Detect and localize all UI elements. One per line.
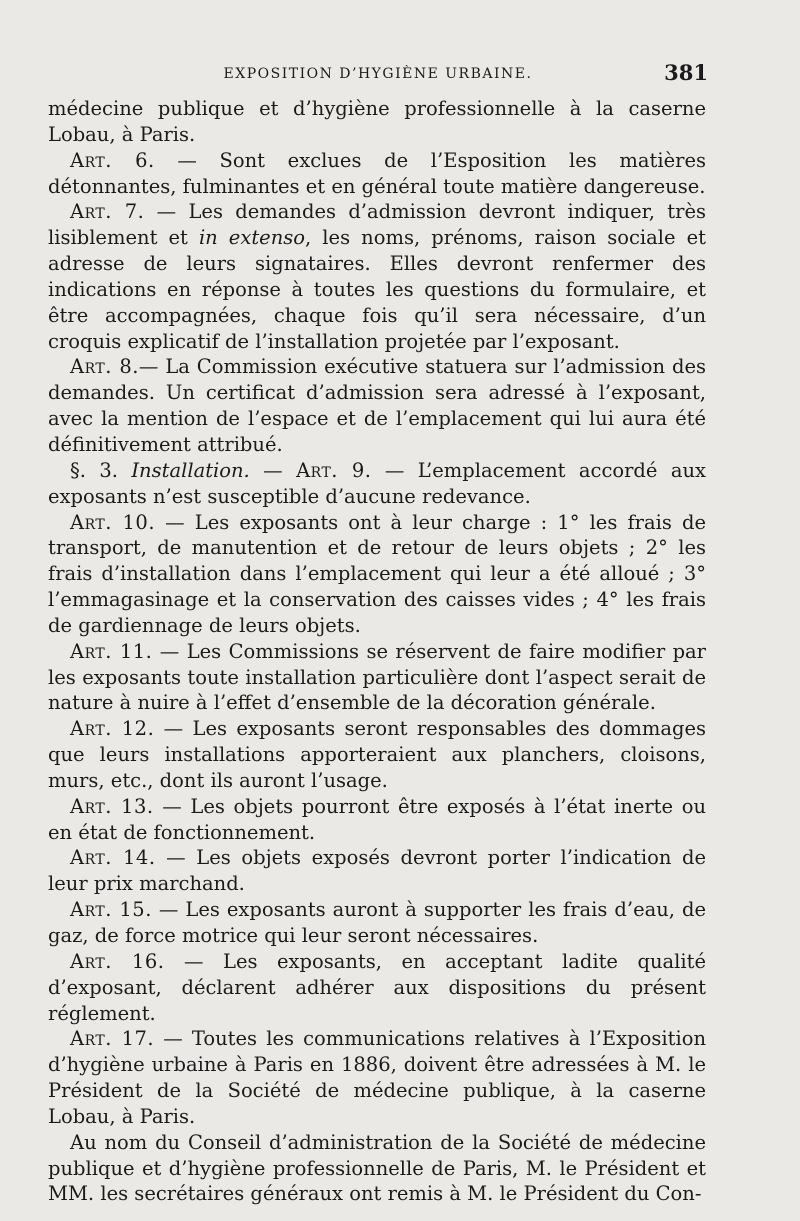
article-emphasis: in extenso — [198, 226, 306, 250]
article-13 — [48, 794, 706, 846]
body-text — [48, 96, 706, 1207]
section-separator: — — [249, 458, 297, 482]
article-text: — Les Commissions se réservent de faire modifier par les exposants toute installation particulière dont l’aspect serait de nature à nuire à l’effet d’ensemble de la décoration générale. — [48, 639, 707, 715]
article-text: — L’emplacement accordé aux exposants n’est susceptible d’aucune redevance. — [48, 458, 707, 508]
article-12 — [48, 716, 706, 794]
article-label: Art. 10. — [70, 510, 156, 534]
page-header — [48, 60, 708, 90]
article-text: — Les exposants auront à supporter les frais d’eau, de gaz, de force motrice qui leur seront nécessaires. — [48, 898, 707, 947]
article-7 — [48, 199, 706, 354]
article-text: — Les demandes d’admission devront indiquer, très lisiblement et — [48, 200, 707, 250]
article-label: Art. 8. — [70, 355, 139, 379]
article-label: Art. 15. — [70, 898, 152, 922]
article-label: Art. 11. — [70, 639, 153, 663]
section-number: §. 3. — [70, 458, 118, 482]
article-text: — Les exposants, en acceptant ladite qualité d’exposant, déclarent adhérer aux dispositions du présent réglement. — [48, 949, 706, 1025]
article-text: — Sont exclues de l’Esposition les matières détonnantes, fulminantes et en général toute matière dangereuse. — [48, 148, 707, 198]
paragraph-text: médecine publique et d’hygiène professionnelle à la caserne Lobau, à Paris. — [48, 97, 706, 146]
page-number: 381 — [664, 60, 708, 85]
paragraph-text: Au nom du Conseil d’administration de la Société de médecine publique et d’hygiène professionnelle de Paris, M. le Président et MM. les secrétaires généraux ont remis à M. le Président du Con- — [48, 1130, 706, 1206]
article-text: — Les exposants seront responsables des dommages que leurs installations apporteraient aux planchers, cloisons, murs, etc., dont ils auront l’usage. — [48, 717, 706, 792]
article-15 — [48, 897, 706, 949]
article-label: Art. 7. — [70, 200, 145, 224]
article-text: — Les exposants ont à leur charge : 1° les frais de transport, de manutention et de retour de leurs objets ; 2° les frais d’installation dans l’emplacement qui leur a été alloué ; 3° l’emmagasinage et la conservation des caisses vides ; 4° les frais de gardiennage de leurs objets. — [48, 510, 707, 637]
article-label: Art. 6. — [70, 148, 155, 172]
running-title: EXPOSITION D’HYGIÈNE URBAINE. — [223, 66, 533, 82]
article-14 — [48, 845, 706, 897]
article-text: , les noms, prénoms, raison sociale et adresse de leurs signataires. Elles devront renfermer des indications en réponse à toutes les questions du formulaire, et être accompagnées, chaque fois qu’il sera nécessaire, d’un croquis explicatif de l’installation projetée par l’exposant. — [48, 226, 706, 353]
article-16 — [48, 949, 706, 1027]
article-8 — [48, 354, 706, 457]
article-10 — [48, 510, 706, 639]
article-label: Art. 17. — [70, 1027, 155, 1051]
article-label: Art. 9. — [296, 458, 372, 482]
continuation-paragraph — [48, 96, 706, 148]
article-text: — Les objets exposés devront porter l’indication de leur prix marchand. — [48, 846, 707, 896]
article-label: Art. 16. — [70, 949, 165, 973]
article-11 — [48, 639, 706, 717]
article-text: — La Commission exécutive statuera sur l’admission des demandes. Un certificat d’admission sera adressé à l’exposant, avec la mention de l’espace et de l’emplacement qui lui aura été définitivement attribué. — [48, 355, 706, 456]
article-text: — Les objets pourront être exposés à l’état inerte ou en état de fonctionnement. — [48, 794, 706, 844]
article-label: Art. 13. — [70, 794, 154, 818]
article-text: — Toutes les communications relatives à l’Exposition d’hygiène urbaine à Paris en 1886, doivent être adressées à M. le Président de la Société de médecine publique, à la caserne Lobau, à Paris. — [48, 1027, 706, 1128]
section-title: Installation. — [131, 458, 250, 482]
article-label: Art. 14. — [70, 846, 156, 870]
article-6 — [48, 148, 706, 200]
article-17 — [48, 1026, 706, 1129]
closing-paragraph — [48, 1130, 706, 1208]
article-9 — [48, 458, 706, 510]
article-label: Art. 12. — [70, 717, 155, 741]
